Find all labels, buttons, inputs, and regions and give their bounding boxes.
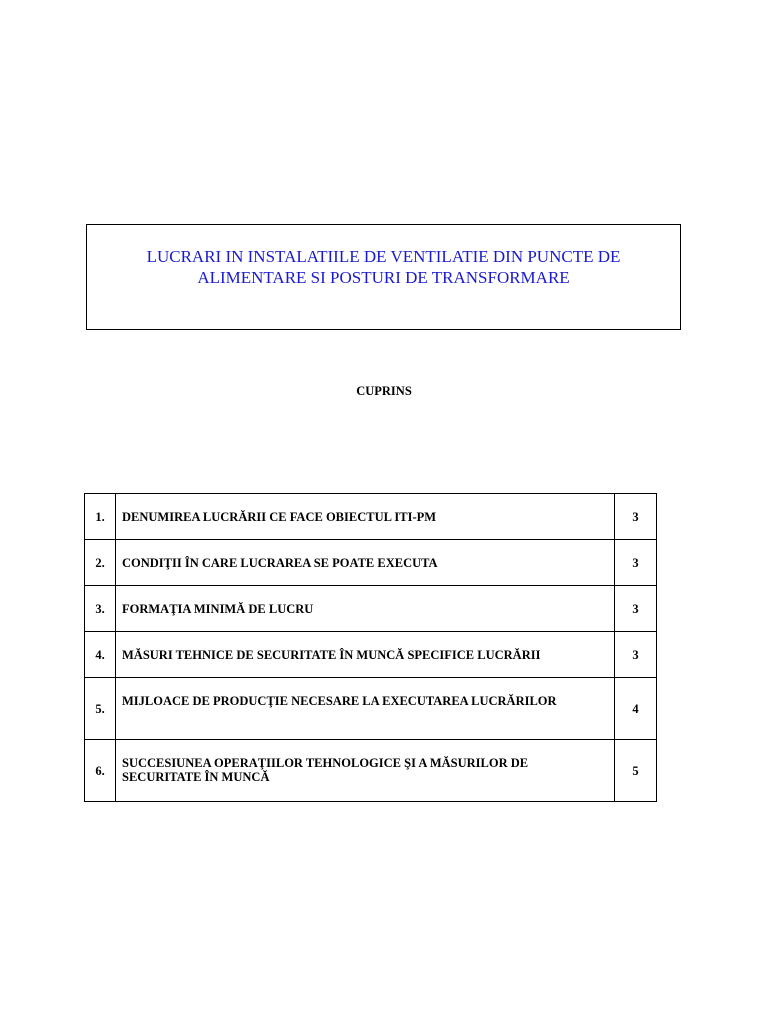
toc-row-title: SUCCESIUNEA OPERAŢIILOR TEHNOLOGICE ŞI A MĂSURILOR DE SECURITATE ÎN MUNCĂ: [116, 740, 615, 802]
toc-row-page: 4: [615, 678, 657, 740]
toc-row-title: MIJLOACE DE PRODUCŢIE NECESARE LA EXECUTAREA LUCRĂRILOR: [116, 678, 615, 740]
toc-row-title: FORMAŢIA MINIMĂ DE LUCRU: [116, 586, 615, 632]
document-title-line-2: ALIMENTARE SI POSTURI DE TRANSFORMARE: [197, 268, 570, 287]
toc-row-number: 3.: [85, 586, 116, 632]
toc-row-title: DENUMIREA LUCRĂRII CE FACE OBIECTUL ITI-PM: [116, 494, 615, 540]
document-title-box: [86, 224, 681, 330]
toc-row-number: 5.: [85, 678, 116, 740]
document-title-line-1: LUCRARI IN INSTALATIILE DE VENTILATIE DIN PUNCTE DE: [146, 247, 621, 266]
toc-row-number: 4.: [85, 632, 116, 678]
toc-row: [85, 740, 657, 802]
toc-row: [85, 678, 657, 740]
toc-row: [85, 586, 657, 632]
table-of-contents: [84, 493, 657, 802]
toc-row-page: 3: [615, 540, 657, 586]
toc-row-page: 3: [615, 586, 657, 632]
toc-row-title: CONDIŢII ÎN CARE LUCRAREA SE POATE EXECUTA: [116, 540, 615, 586]
toc-row-number: 2.: [85, 540, 116, 586]
toc-row-page: 3: [615, 632, 657, 678]
toc-row: [85, 494, 657, 540]
toc-row-number: 1.: [85, 494, 116, 540]
toc-row-page: 3: [615, 494, 657, 540]
toc-row-page: 5: [615, 740, 657, 802]
toc-row: [85, 540, 657, 586]
toc-heading: CUPRINS: [356, 384, 412, 398]
toc-row: [85, 632, 657, 678]
toc-row-number: 6.: [85, 740, 116, 802]
document-title: [87, 246, 680, 288]
toc-row-title: MĂSURI TEHNICE DE SECURITATE ÎN MUNCĂ SPECIFICE LUCRĂRII: [116, 632, 615, 678]
